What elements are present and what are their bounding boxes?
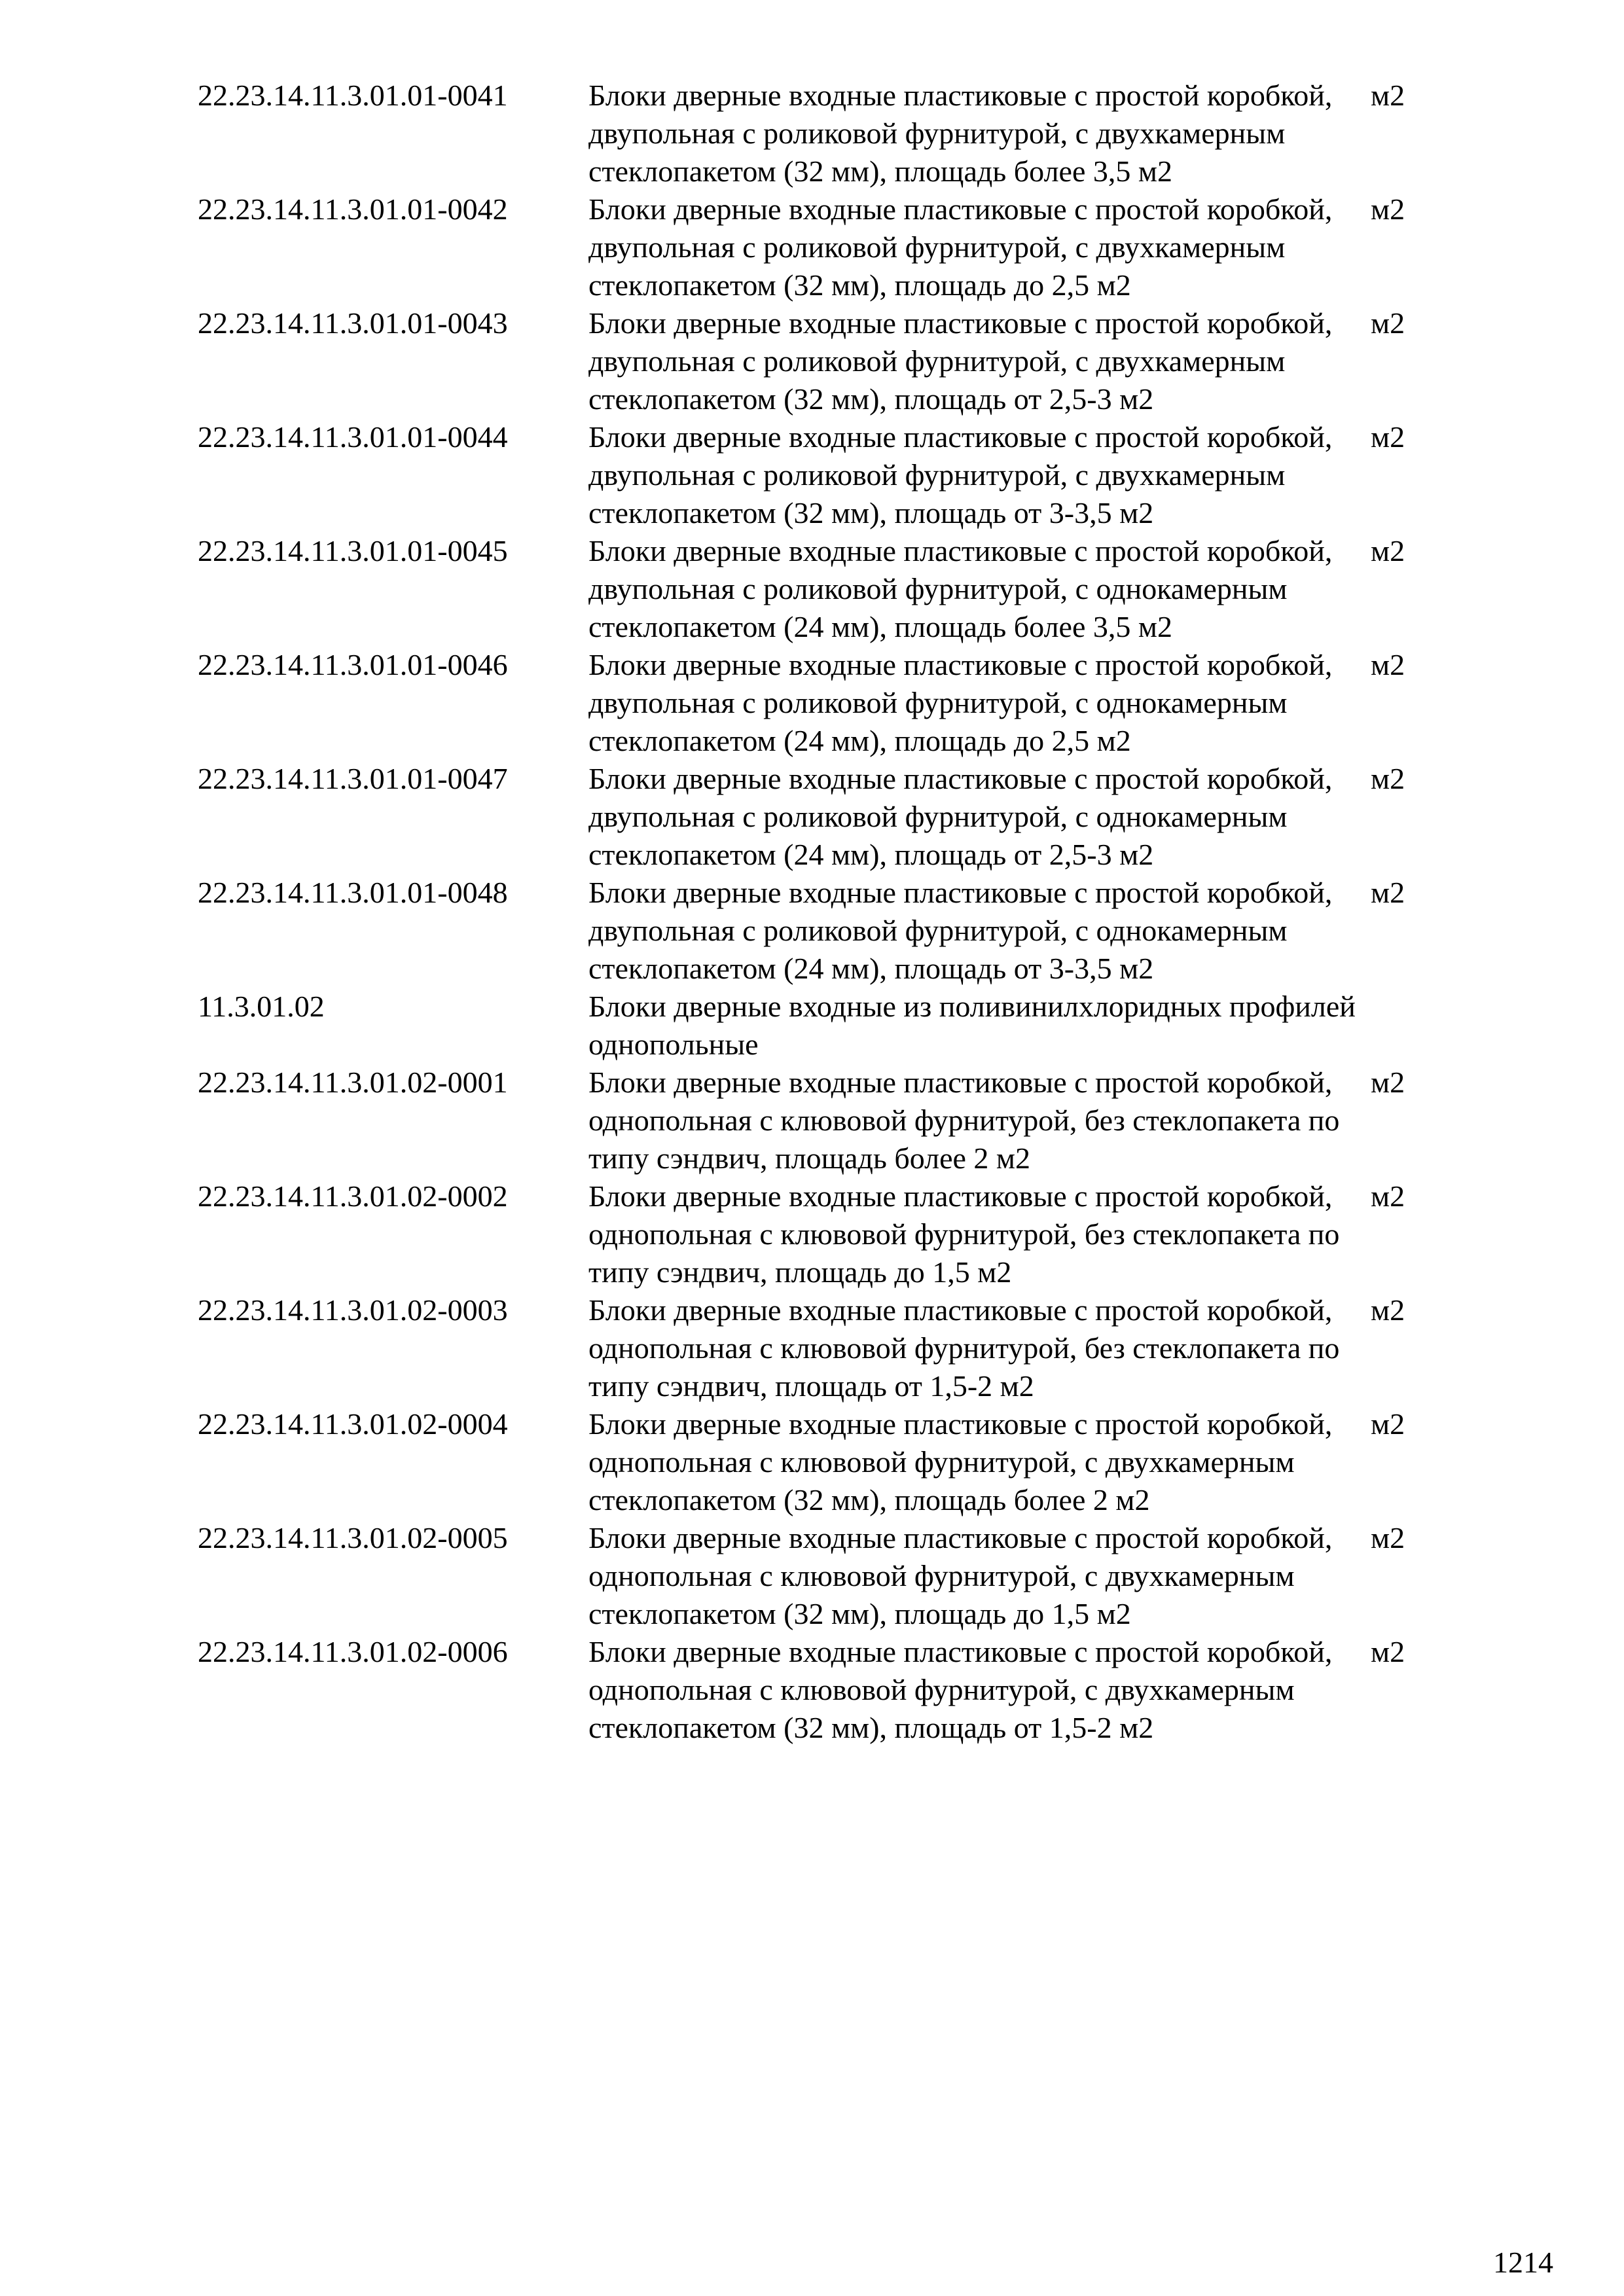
resource-description: Блоки дверные входные пластиковые с простой коробкой, однопольная с клювовой фурнитурой, без стеклопакета по типу сэндвич, площадь более 2 м2 [588,1066,1340,1175]
resource-description: Блоки дверные входные пластиковые с простой коробкой, двупольная с роликовой фурнитурой, с однокамерным стеклопакетом (24 мм), площадь от 3-3,5 м2 [588,876,1333,985]
resource-code: 22.23.14.11.3.01.01-0042 [198,192,508,226]
resource-code: 22.23.14.11.3.01.02-0006 [198,1635,508,1668]
resource-code: 22.23.14.11.3.01.02-0001 [198,1066,508,1099]
resource-code: 22.23.14.11.3.01.01-0045 [198,534,508,567]
resource-description: Блоки дверные входные пластиковые с простой коробкой, двупольная с роликовой фурнитурой, с двухкамерным стеклопакетом (32 мм), площадь более 3,5 м2 [588,79,1333,188]
measurement-unit: м2 [1371,648,1405,681]
table-row [198,1064,1441,1177]
table-row [198,77,1441,190]
measurement-unit: м2 [1371,1179,1405,1213]
table-row [198,646,1441,760]
table-row [198,532,1441,646]
resource-description: Блоки дверные входные пластиковые с простой коробкой, двупольная с роликовой фурнитурой, с двухкамерным стеклопакетом (32 мм), площадь до 2,5 м2 [588,192,1333,302]
table-row [198,418,1441,532]
table-row [198,304,1441,418]
measurement-unit: м2 [1371,1407,1405,1441]
measurement-unit: м2 [1371,1635,1405,1668]
resource-code: 22.23.14.11.3.01.01-0047 [198,762,508,795]
measurement-unit: м2 [1371,79,1405,112]
table-row [198,1519,1441,1633]
group-title: Блоки дверные входные из поливинилхлоридных профилей однопольные [588,990,1356,1061]
resource-description: Блоки дверные входные пластиковые с простой коробкой, двупольная с роликовой фурнитурой, с однокамерным стеклопакетом (24 мм), площадь от 2,5-3 м2 [588,762,1333,871]
resource-code: 22.23.14.11.3.01.01-0041 [198,79,508,112]
resource-code: 22.23.14.11.3.01.01-0048 [198,876,508,909]
table-row [198,1291,1441,1405]
resource-code: 22.23.14.11.3.01.02-0005 [198,1521,508,1554]
measurement-unit: м2 [1371,306,1405,340]
measurement-unit: м2 [1371,420,1405,454]
resource-code: 22.23.14.11.3.01.02-0003 [198,1293,508,1327]
resource-code: 22.23.14.11.3.01.01-0043 [198,306,508,340]
resource-description: Блоки дверные входные пластиковые с простой коробкой, двупольная с роликовой фурнитурой, с однокамерным стеклопакетом (24 мм), площадь до 2,5 м2 [588,648,1333,757]
table-row [198,1177,1441,1291]
measurement-unit: м2 [1371,762,1405,795]
resource-description: Блоки дверные входные пластиковые с простой коробкой, однопольная с клювовой фурнитурой, с двухкамерным стеклопакетом (32 мм), площадь до 1,5 м2 [588,1521,1333,1630]
resource-code: 22.23.14.11.3.01.01-0046 [198,648,508,681]
resource-description: Блоки дверные входные пластиковые с простой коробкой, однопольная с клювовой фурнитурой, без стеклопакета по типу сэндвич, площадь от 1,5-2 м2 [588,1293,1340,1403]
measurement-unit: м2 [1371,192,1405,226]
resource-description: Блоки дверные входные пластиковые с простой коробкой, двупольная с роликовой фурнитурой, с двухкамерным стеклопакетом (32 мм), площадь от 3-3,5 м2 [588,420,1333,529]
table-row [198,874,1441,988]
resource-description: Блоки дверные входные пластиковые с простой коробкой, однопольная с клювовой фурнитурой, без стеклопакета по типу сэндвич, площадь до 1,5 м2 [588,1179,1340,1289]
resource-description: Блоки дверные входные пластиковые с простой коробкой, однопольная с клювовой фурнитурой, с двухкамерным стеклопакетом (32 мм), площадь от 1,5-2 м2 [588,1635,1333,1744]
measurement-unit: м2 [1371,1521,1405,1554]
table-row [198,988,1441,1064]
resource-code: 22.23.14.11.3.01.02-0004 [198,1407,508,1441]
measurement-unit: м2 [1371,1293,1405,1327]
page-number: 1214 [1493,2246,1553,2279]
measurement-unit: м2 [1371,534,1405,567]
resource-description: Блоки дверные входные пластиковые с простой коробкой, однопольная с клювовой фурнитурой, с двухкамерным стеклопакетом (32 мм), площадь более 2 м2 [588,1407,1333,1516]
resource-description: Блоки дверные входные пластиковые с простой коробкой, двупольная с роликовой фурнитурой, с однокамерным стеклопакетом (24 мм), площадь более 3,5 м2 [588,534,1333,643]
resource-description: Блоки дверные входные пластиковые с простой коробкой, двупольная с роликовой фурнитурой, с двухкамерным стеклопакетом (32 мм), площадь от 2,5-3 м2 [588,306,1333,416]
resource-table [198,77,1441,1747]
resource-code: 22.23.14.11.3.01.01-0044 [198,420,508,454]
table-row [198,1633,1441,1747]
measurement-unit: м2 [1371,1066,1405,1099]
table-row [198,760,1441,874]
table-row [198,1405,1441,1519]
resource-code: 22.23.14.11.3.01.02-0002 [198,1179,508,1213]
group-code: 11.3.01.02 [198,990,325,1023]
table-row [198,190,1441,304]
measurement-unit: м2 [1371,876,1405,909]
